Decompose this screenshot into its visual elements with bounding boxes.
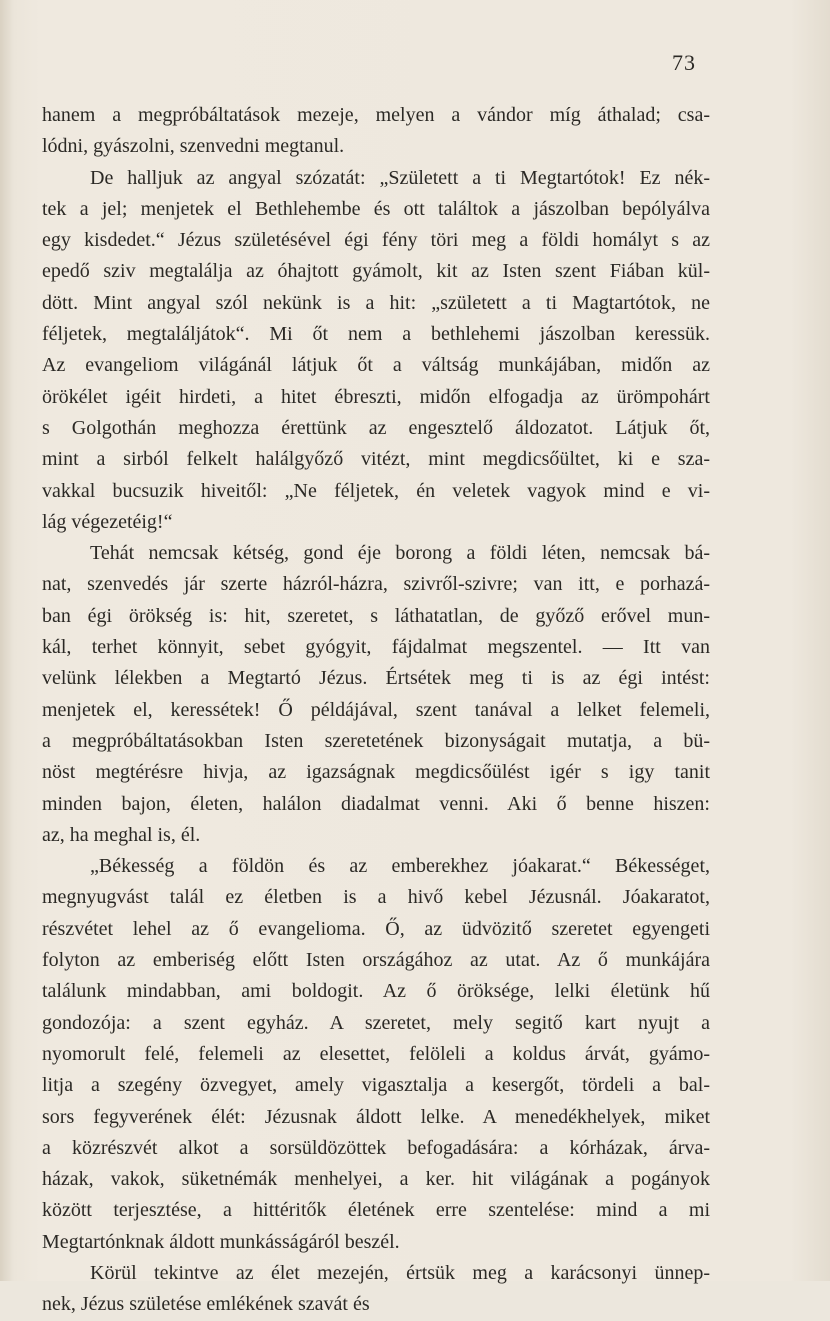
text-line: s Golgothán meghozza érettünk az engesztelő áldozatot. Látjuk őt, (42, 416, 710, 439)
text-line: részvétet lehel az ő evangelioma. Ő, az üdvözitő szeretet egyengeti (42, 917, 710, 940)
body-text (42, 100, 710, 1321)
text-line: „Békesség a földön és az emberekhez jóakarat.“ Békességet, (90, 855, 710, 878)
text-line: között terjesztése, a hittéritők életének erre szentelése: mind a mi (42, 1199, 710, 1222)
text-line: epedő sziv megtalálja az óhajtott gyámolt, kit az Isten szent Fiában kül- (42, 260, 710, 283)
text-line: ban égi örökség is: hit, szeretet, s láthatatlan, de győző erővel mun- (42, 604, 710, 627)
text-line: egy kisdedet.“ Jézus születésével égi fény töri meg a földi homályt s az (42, 229, 710, 252)
text-line: Megtartónknak áldott munkásságáról beszél. (42, 1230, 400, 1253)
text-line: folyton az emberiség előtt Isten országához az utat. Az ő munkájára (42, 949, 710, 972)
text-line: Körül tekintve az élet mezején, értsük meg a karácsonyi ünnep- (90, 1261, 710, 1284)
text-line: tek a jel; menjetek el Bethlehembe és ott találtok a jászolban bepólyálva (42, 197, 710, 220)
text-line: kál, terhet könnyit, sebet gyógyit, fájdalmat megszentel. — Itt van (42, 636, 710, 659)
text-line: lág végezetéig!“ (42, 510, 173, 533)
text-line: a megpróbáltatásokban Isten szeretetének bizonyságait mutatja, a bü- (42, 729, 710, 752)
text-line: találunk mindabban, ami boldogit. Az ő öröksége, lelki életünk hű (42, 980, 710, 1003)
text-line: Az evangeliom világánál látjuk őt a váltság munkájában, midőn az (42, 354, 710, 377)
text-line: a közrészvét alkot a sorsüldözöttek befogadására: a kórházak, árva- (42, 1136, 710, 1159)
text-line: az, ha meghal is, él. (42, 823, 201, 846)
text-line: mint a sirból felkelt halálgyőző vitézt, mint megdicsőültet, ki e sza- (42, 448, 710, 471)
text-line: De halljuk az angyal szózatát: „Született a ti Megtartótok! Ez nék- (90, 166, 710, 189)
text-line: velünk lélekben a Megtartó Jézus. Értsétek meg ti is az égi intést: (42, 667, 710, 690)
text-line: házak, vakok, süketnémák menhelyei, a ker. hit világának a pogányok (42, 1168, 710, 1191)
text-line: örökélet igéit hirdeti, a hitet ébreszti, midőn elfogadja az ürömpohárt (42, 385, 710, 408)
text-line: nat, szenvedés jár szerte házról-házra, szivről-szivre; van itt, e porhazá- (42, 573, 710, 596)
text-line: menjetek el, keressétek! Ő példájával, szent tanával a lelket felemeli, (42, 698, 710, 721)
text-line: lódni, gyászolni, szenvedni megtanul. (42, 135, 345, 158)
text-line: minden bajon, életen, halálon diadalmat venni. Aki ő benne hiszen: (42, 792, 710, 815)
text-line: megnyugvást talál ez életben is a hivő kebel Jézusnál. Jóakaratot, (42, 886, 710, 909)
page-number: 73 (672, 50, 696, 75)
text-line: nöst megtérésre hivja, az igazságnak megdicsőülést igér s igy tanit (42, 761, 710, 784)
text-line: nek, Jézus születése emlékének szavát és (42, 1293, 370, 1316)
text-line: gondozója: a szent egyház. A szeretet, mely segitő kart nyujt a (42, 1011, 710, 1034)
text-line: Tehát nemcsak kétség, gond éje borong a földi léten, nemcsak bá- (90, 542, 710, 565)
text-line: hanem a megpróbáltatások mezeje, melyen a vándor míg áthalad; csa- (42, 104, 710, 126)
text-line: litja a szegény özvegyet, amely vigasztalja a kesergőt, tördeli a bal- (42, 1074, 710, 1097)
text-line: vakkal bucsuzik hiveitől: „Ne féljetek, én veletek vagyok mind e vi- (42, 479, 710, 502)
text-line: sors fegyverének élét: Jézusnak áldott lelke. A menedékhelyek, miket (42, 1105, 710, 1128)
text-line: nyomorult felé, felemeli az elesettet, felöleli a koldus árvát, gyámo- (42, 1042, 710, 1065)
text-line: dött. Mint angyal szól nekünk is a hit: „született a ti Magtartótok, ne (42, 291, 710, 314)
text-line: féljetek, megtaláljátok“. Mi őt nem a bethlehemi jászolban keressük. (42, 323, 710, 346)
